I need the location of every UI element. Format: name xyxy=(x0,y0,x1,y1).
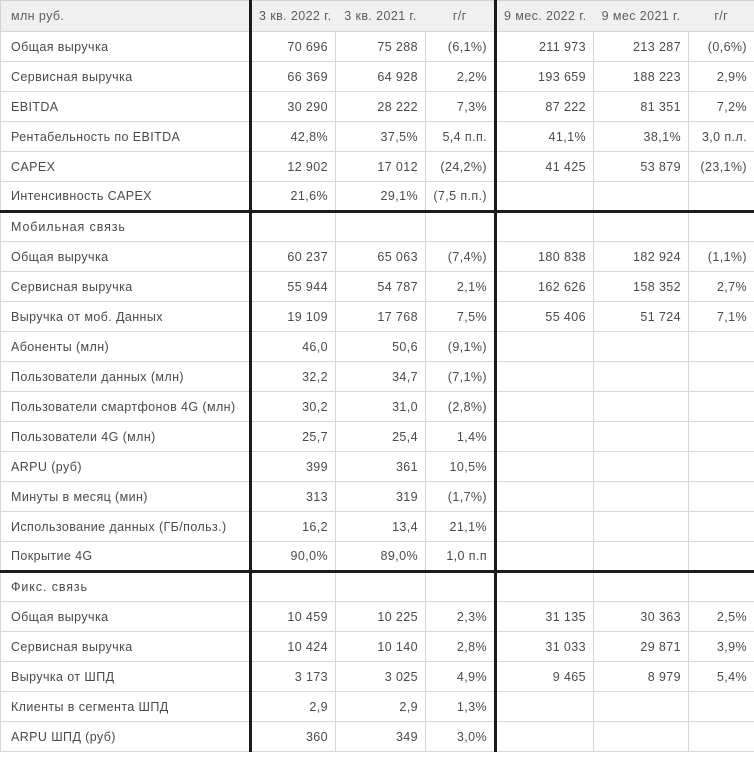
table-row xyxy=(1,272,754,302)
cell-value xyxy=(426,572,496,602)
cell-value: (6,1%) xyxy=(426,32,496,62)
cell-value: 1,0 п.п xyxy=(426,542,496,572)
cell-value: 4,9% xyxy=(426,662,496,692)
cell-value: (9,1%) xyxy=(426,332,496,362)
cell-value xyxy=(689,512,754,542)
table-row xyxy=(1,602,754,632)
cell-value xyxy=(594,212,689,242)
cell-value: 5,4 п.п. xyxy=(426,122,496,152)
section-row xyxy=(1,572,754,602)
cell-value: 21,1% xyxy=(426,512,496,542)
table-row xyxy=(1,662,754,692)
cell-value: 7,3% xyxy=(426,92,496,122)
table-row xyxy=(1,362,754,392)
table-row xyxy=(1,632,754,662)
cell-value: 5,4% xyxy=(689,662,754,692)
cell-value xyxy=(336,572,426,602)
cell-value xyxy=(496,362,594,392)
cell-value: 8 979 xyxy=(594,662,689,692)
cell-value: (7,4%) xyxy=(426,242,496,272)
cell-value: 7,5% xyxy=(426,302,496,332)
cell-value: 1,3% xyxy=(426,692,496,722)
cell-value: 87 222 xyxy=(496,92,594,122)
cell-value: 10 459 xyxy=(251,602,336,632)
cell-value: 41 425 xyxy=(496,152,594,182)
cell-value xyxy=(594,482,689,512)
cell-value xyxy=(496,542,594,572)
cell-value: (23,1%) xyxy=(689,152,754,182)
cell-value: 158 352 xyxy=(594,272,689,302)
cell-value: 3 173 xyxy=(251,662,336,692)
row-label: Сервисная выручка xyxy=(1,62,251,92)
cell-value xyxy=(594,332,689,362)
table-row xyxy=(1,512,754,542)
cell-value xyxy=(594,542,689,572)
cell-value: 60 237 xyxy=(251,242,336,272)
table-row xyxy=(1,242,754,272)
cell-value: 31,0 xyxy=(336,392,426,422)
cell-value xyxy=(689,572,754,602)
cell-value: 180 838 xyxy=(496,242,594,272)
row-label: Интенсивность CAPEX xyxy=(1,182,251,212)
cell-value: 10 225 xyxy=(336,602,426,632)
cell-value xyxy=(594,512,689,542)
table-row xyxy=(1,182,754,212)
cell-value xyxy=(336,212,426,242)
cell-value: 16,2 xyxy=(251,512,336,542)
column-header-9m-2022: 9 мес. 2022 г. xyxy=(496,1,594,32)
header-row xyxy=(1,1,754,32)
cell-value: 65 063 xyxy=(336,242,426,272)
cell-value: 54 787 xyxy=(336,272,426,302)
column-header-yoy-9m: г/г xyxy=(689,1,754,32)
cell-value xyxy=(496,422,594,452)
row-label: ARPU ШПД (руб) xyxy=(1,722,251,752)
column-header-q3-2022: 3 кв. 2022 г. xyxy=(251,1,336,32)
cell-value: 29,1% xyxy=(336,182,426,212)
cell-value: 31 033 xyxy=(496,632,594,662)
cell-value xyxy=(496,722,594,752)
cell-value: 42,8% xyxy=(251,122,336,152)
cell-value: 3,9% xyxy=(689,632,754,662)
cell-value: 38,1% xyxy=(594,122,689,152)
section-row xyxy=(1,212,754,242)
cell-value: 55 944 xyxy=(251,272,336,302)
cell-value xyxy=(594,722,689,752)
cell-value: 81 351 xyxy=(594,92,689,122)
table-header xyxy=(1,1,754,32)
cell-value: 13,4 xyxy=(336,512,426,542)
table-row xyxy=(1,392,754,422)
cell-value: 17 768 xyxy=(336,302,426,332)
cell-value: 41,1% xyxy=(496,122,594,152)
cell-value: 9 465 xyxy=(496,662,594,692)
cell-value xyxy=(594,182,689,212)
row-label: Пользователи данных (млн) xyxy=(1,362,251,392)
cell-value: 313 xyxy=(251,482,336,512)
cell-value: 213 287 xyxy=(594,32,689,62)
cell-value xyxy=(496,512,594,542)
row-label: ARPU (руб) xyxy=(1,452,251,482)
cell-value: 21,6% xyxy=(251,182,336,212)
row-label: Мобильная связь xyxy=(1,212,251,242)
cell-value: 25,7 xyxy=(251,422,336,452)
row-label: CAPEX xyxy=(1,152,251,182)
cell-value: 34,7 xyxy=(336,362,426,392)
cell-value: 319 xyxy=(336,482,426,512)
cell-value: 2,9 xyxy=(336,692,426,722)
cell-value xyxy=(689,542,754,572)
cell-value xyxy=(251,572,336,602)
cell-value: 66 369 xyxy=(251,62,336,92)
cell-value: 17 012 xyxy=(336,152,426,182)
cell-value: 46,0 xyxy=(251,332,336,362)
cell-value: 7,1% xyxy=(689,302,754,332)
cell-value xyxy=(496,392,594,422)
cell-value: 75 288 xyxy=(336,32,426,62)
cell-value xyxy=(496,332,594,362)
cell-value xyxy=(496,692,594,722)
cell-value xyxy=(594,572,689,602)
cell-value: 30 363 xyxy=(594,602,689,632)
table-row xyxy=(1,452,754,482)
table-row xyxy=(1,722,754,752)
cell-value: (2,8%) xyxy=(426,392,496,422)
cell-value: 19 109 xyxy=(251,302,336,332)
cell-value xyxy=(689,362,754,392)
cell-value: 360 xyxy=(251,722,336,752)
row-label: Пользователи 4G (млн) xyxy=(1,422,251,452)
cell-value: 3,0 п.л. xyxy=(689,122,754,152)
cell-value: 2,8% xyxy=(426,632,496,662)
row-label: Использование данных (ГБ/польз.) xyxy=(1,512,251,542)
cell-value: 361 xyxy=(336,452,426,482)
column-header-9m-2021: 9 мес 2021 г. xyxy=(594,1,689,32)
cell-value xyxy=(689,212,754,242)
cell-value: 25,4 xyxy=(336,422,426,452)
cell-value: (24,2%) xyxy=(426,152,496,182)
table-row xyxy=(1,92,754,122)
table-row xyxy=(1,122,754,152)
cell-value: 10,5% xyxy=(426,452,496,482)
row-label: EBITDA xyxy=(1,92,251,122)
cell-value: (7,1%) xyxy=(426,362,496,392)
cell-value: 2,3% xyxy=(426,602,496,632)
cell-value: 55 406 xyxy=(496,302,594,332)
cell-value: 162 626 xyxy=(496,272,594,302)
table-row xyxy=(1,332,754,362)
table-row xyxy=(1,542,754,572)
table-row xyxy=(1,302,754,332)
cell-value: 28 222 xyxy=(336,92,426,122)
cell-value: 31 135 xyxy=(496,602,594,632)
cell-value: 50,6 xyxy=(336,332,426,362)
cell-value: 29 871 xyxy=(594,632,689,662)
row-label: Пользователи смартфонов 4G (млн) xyxy=(1,392,251,422)
cell-value: (7,5 п.п.) xyxy=(426,182,496,212)
row-label: Рентабельность по EBITDA xyxy=(1,122,251,152)
table-row xyxy=(1,422,754,452)
row-label: Общая выручка xyxy=(1,32,251,62)
cell-value: 90,0% xyxy=(251,542,336,572)
cell-value: 7,2% xyxy=(689,92,754,122)
cell-value xyxy=(594,392,689,422)
cell-value xyxy=(594,422,689,452)
cell-value: 399 xyxy=(251,452,336,482)
cell-value xyxy=(594,452,689,482)
cell-value xyxy=(426,212,496,242)
cell-value: 2,9 xyxy=(251,692,336,722)
cell-value: 89,0% xyxy=(336,542,426,572)
cell-value xyxy=(594,362,689,392)
cell-value xyxy=(496,482,594,512)
table-row xyxy=(1,692,754,722)
cell-value: 51 724 xyxy=(594,302,689,332)
row-label: Выручка от ШПД xyxy=(1,662,251,692)
row-label: Общая выручка xyxy=(1,602,251,632)
row-label: Фикс. связь xyxy=(1,572,251,602)
cell-value: 37,5% xyxy=(336,122,426,152)
cell-value xyxy=(689,182,754,212)
cell-value xyxy=(689,392,754,422)
cell-value: 64 928 xyxy=(336,62,426,92)
cell-value xyxy=(251,212,336,242)
table-body xyxy=(1,32,754,752)
column-header-yoy-quarter: г/г xyxy=(426,1,496,32)
cell-value: 53 879 xyxy=(594,152,689,182)
row-label: Сервисная выручка xyxy=(1,632,251,662)
cell-value: 12 902 xyxy=(251,152,336,182)
cell-value xyxy=(496,572,594,602)
cell-value: 2,7% xyxy=(689,272,754,302)
column-header-units: млн руб. xyxy=(1,1,251,32)
cell-value: 211 973 xyxy=(496,32,594,62)
cell-value xyxy=(689,482,754,512)
cell-value: 182 924 xyxy=(594,242,689,272)
cell-value: 1,4% xyxy=(426,422,496,452)
cell-value: 30 290 xyxy=(251,92,336,122)
cell-value: 349 xyxy=(336,722,426,752)
table-row xyxy=(1,32,754,62)
cell-value: 3 025 xyxy=(336,662,426,692)
cell-value xyxy=(496,212,594,242)
cell-value: 10 140 xyxy=(336,632,426,662)
row-label: Выручка от моб. Данных xyxy=(1,302,251,332)
cell-value: 70 696 xyxy=(251,32,336,62)
table-row xyxy=(1,482,754,512)
cell-value: 3,0% xyxy=(426,722,496,752)
table-row xyxy=(1,152,754,182)
cell-value xyxy=(496,452,594,482)
cell-value: 30,2 xyxy=(251,392,336,422)
row-label: Абоненты (млн) xyxy=(1,332,251,362)
cell-value: 10 424 xyxy=(251,632,336,662)
row-label: Покрытие 4G xyxy=(1,542,251,572)
cell-value: 32,2 xyxy=(251,362,336,392)
row-label: Сервисная выручка xyxy=(1,272,251,302)
row-label: Общая выручка xyxy=(1,242,251,272)
cell-value: 188 223 xyxy=(594,62,689,92)
cell-value xyxy=(594,692,689,722)
cell-value xyxy=(689,692,754,722)
cell-value: (0,6%) xyxy=(689,32,754,62)
row-label: Минуты в месяц (мин) xyxy=(1,482,251,512)
row-label: Клиенты в сегмента ШПД xyxy=(1,692,251,722)
cell-value: (1,1%) xyxy=(689,242,754,272)
cell-value: (1,7%) xyxy=(426,482,496,512)
cell-value xyxy=(496,182,594,212)
cell-value xyxy=(689,452,754,482)
cell-value: 193 659 xyxy=(496,62,594,92)
cell-value xyxy=(689,332,754,362)
table-row xyxy=(1,62,754,92)
cell-value: 2,2% xyxy=(426,62,496,92)
cell-value: 2,1% xyxy=(426,272,496,302)
cell-value: 2,5% xyxy=(689,602,754,632)
cell-value xyxy=(689,422,754,452)
cell-value: 2,9% xyxy=(689,62,754,92)
column-header-q3-2021: 3 кв. 2021 г. xyxy=(336,1,426,32)
cell-value xyxy=(689,722,754,752)
